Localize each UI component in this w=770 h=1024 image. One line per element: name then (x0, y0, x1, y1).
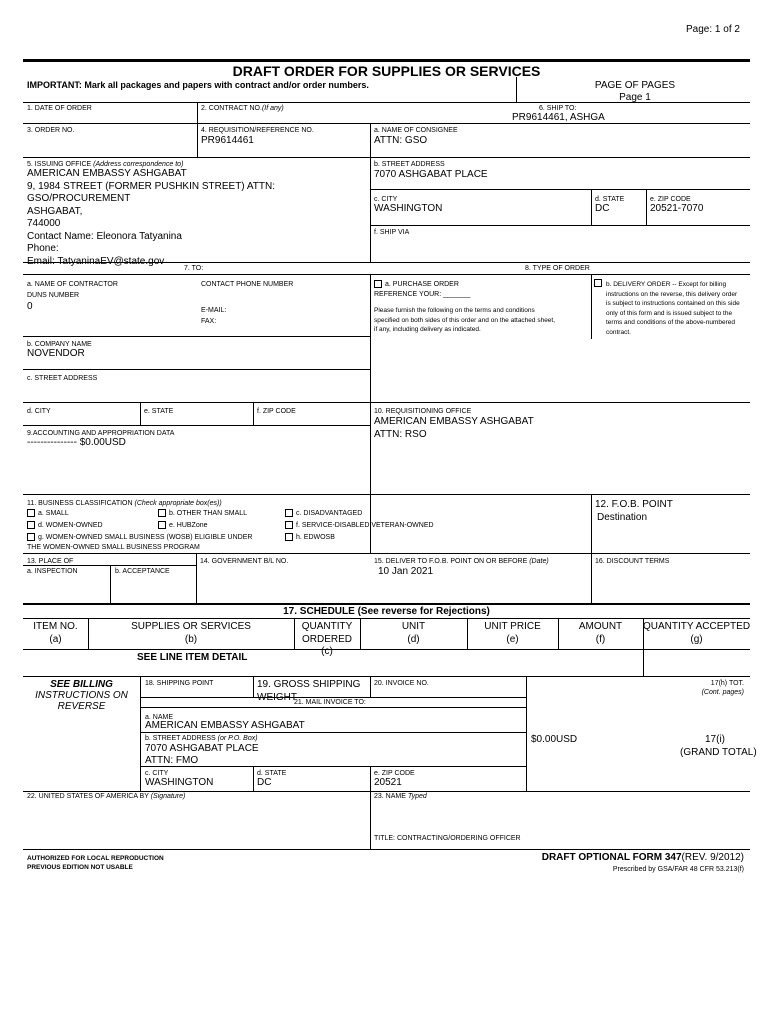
requisitioning-office-label: 10. REQUISITIONING OFFICE (374, 408, 472, 415)
fob-point-value[interactable]: Destination (597, 512, 648, 523)
contractor-city-label: d. CITY (27, 408, 51, 415)
women-owned-label: d. WOMEN-OWNED (38, 522, 103, 529)
hubzone-label: e. HUBZone (169, 522, 208, 529)
requisition-no-label: 4. REQUISITION/REFERENCE NO. (201, 127, 314, 134)
type-of-order-label: 8. TYPE OF ORDER (525, 265, 590, 272)
fob-point-label: 12. F.O.B. POINT (595, 499, 673, 510)
contractor-zip-label: f. ZIP CODE (257, 408, 296, 415)
schedule-title: 17. SCHEDULE (See reverse for Rejections) (283, 606, 490, 617)
shipping-point-label: 18. SHIPPING POINT (145, 680, 214, 687)
gross-weight-label: 19. GROSS SHIPPING WEIGHT (257, 679, 361, 703)
title-top-rule (23, 59, 750, 62)
issuing-office-value[interactable]: AMERICAN EMBASSY ASHGABAT 9, 1984 STREET (FORMER PUSHKIN STREET) ATTN: GSO/PROCUREMENT ASHGABAT, 744000 Contact Name: Eleonora Tatyanina Phone: Email: TatyaninaEV@state.gov (27, 168, 276, 267)
officer-title: TITLE: CONTRACTING/ORDERING OFFICER (374, 835, 521, 842)
purchase-order-text: Please furnish the following on the terms and conditions specified on both sides of this order and on the attached sheet, if any, including delivery as indicated. (374, 307, 556, 333)
contact-phone-label: CONTACT PHONE NUMBER (201, 281, 294, 288)
total-cont-label: 17(h) TOT. (710, 680, 744, 687)
date-of-order-label: 1. DATE OF ORDER (27, 105, 92, 112)
prescribed-by: Prescribed by GSA/FAR 48 CFR 53.213(f) (612, 866, 744, 873)
page-number: Page: 1 of 2 (686, 24, 740, 35)
sdvo-checkbox[interactable] (285, 521, 293, 529)
wosb-checkbox[interactable] (27, 533, 35, 541)
invoice-no-label: 20. INVOICE NO. (374, 680, 429, 687)
women-owned-checkbox[interactable] (27, 521, 35, 529)
wosb-program-label: THE WOMEN-OWNED SMALL BUSINESS PROGRAM (27, 544, 200, 551)
ship-zip-value[interactable]: 20521-7070 (650, 203, 704, 214)
ship-state-value[interactable]: DC (595, 203, 610, 214)
accounting-value[interactable]: --------------- $0.00USD (27, 437, 126, 448)
ship-city-value[interactable]: WASHINGTON (374, 203, 443, 214)
contract-no-note: (If any) (261, 105, 284, 112)
requisitioning-office-value[interactable]: AMERICAN EMBASSY ASHGABAT ATTN: RSO (374, 416, 534, 440)
mail-zip-value[interactable]: 20521 (374, 777, 402, 788)
deliver-by-value[interactable]: 10 Jan 2021 (378, 566, 434, 577)
edwosb-checkbox[interactable] (285, 533, 293, 541)
duns-label: DUNS NUMBER (27, 292, 80, 299)
ship-to-label: 6. SHIP TO: (539, 105, 577, 112)
grand-total-amount[interactable]: $0.00USD (531, 734, 578, 745)
gov-bl-label: 14. GOVERNMENT B/L NO. (200, 558, 289, 565)
form-name: DRAFT OPTIONAL FORM 347 (541, 852, 682, 863)
ship-city-label: c. CITY (374, 196, 398, 203)
mail-street-label: b. STREET ADDRESS (145, 735, 216, 742)
reference-your-label: REFERENCE YOUR: _______ (374, 291, 471, 298)
fax-label: FAX: (201, 318, 217, 325)
order-no-label: 3. ORDER NO. (27, 127, 75, 134)
name-typed-note: Typed (407, 793, 427, 800)
ship-street-value[interactable]: 7070 ASHGABAT PLACE (374, 169, 488, 180)
mail-name-label: a. NAME (145, 714, 174, 721)
disadvantaged-checkbox[interactable] (285, 509, 293, 517)
small-checkbox[interactable] (27, 509, 35, 517)
business-class-label: 11. BUSINESS CLASSIFICATION (27, 500, 133, 507)
other-than-small-label: b. OTHER THAN SMALL (169, 510, 248, 517)
mail-name-value[interactable]: AMERICAN EMBASSY ASHGABAT (145, 720, 305, 731)
inspection-label: a. INSPECTION (27, 568, 78, 575)
wosb-label: g. WOMEN-OWNED SMALL BUSINESS (WOSB) ELIGIBLE UNDER (38, 534, 253, 541)
small-label: a. SMALL (38, 510, 69, 517)
page-of-pages-value: Page 1 (619, 92, 651, 103)
form-title: DRAFT ORDER FOR SUPPLIES OR SERVICES (232, 63, 541, 79)
contractor-street-label: c. STREET ADDRESS (27, 375, 98, 382)
col-supplies: SUPPLIES OR SERVICES (b) (131, 621, 251, 645)
issuing-office-label: 5. ISSUING OFFICE (27, 161, 92, 168)
col-unit: UNIT (d) (401, 621, 426, 645)
requisition-no-value[interactable]: PR9614461 (201, 135, 254, 146)
consignee-label: a. NAME OF CONSIGNEE (374, 127, 458, 134)
hubzone-checkbox[interactable] (158, 521, 166, 529)
signature-note: (Signature) (150, 793, 186, 800)
col-item-no: ITEM NO. (a) (33, 621, 78, 645)
mail-city-label: c. CITY (145, 770, 169, 777)
mail-state-value[interactable]: DC (257, 777, 272, 788)
contractor-state-label: e. STATE (144, 408, 174, 415)
edwosb-label: h. EDWOSB (296, 534, 335, 541)
mail-street-value[interactable]: 7070 ASHGABAT PLACE ATTN: FMO (145, 743, 259, 766)
acceptance-label: b. ACCEPTANCE (115, 568, 170, 575)
schedule-top-rule (23, 603, 750, 605)
delivery-order-text: b. DELIVERY ORDER -- Except for billing instructions on the reverse, this delivery order is subject to instructions contained on this side only of this form and is issued subject to the terms and conditions of the above-numbered contract. (606, 281, 740, 336)
name-typed-label: 23. NAME (374, 793, 406, 800)
total-cont-note: (Cont. pages) (701, 689, 744, 696)
business-class-note: (Check appropriate box(es)) (134, 500, 222, 507)
mail-zip-label: e. ZIP CODE (374, 770, 415, 777)
signature-label: 22. UNITED STATES OF AMERICA BY (27, 793, 149, 800)
col-unit-price: UNIT PRICE (e) (484, 621, 541, 645)
col-amount: AMOUNT (f) (578, 621, 623, 645)
page-of-pages-label: PAGE OF PAGES (594, 80, 676, 91)
see-billing: SEE BILLING (50, 679, 113, 690)
mail-street-note: (or P.O. Box) (217, 735, 258, 742)
purchase-order-label: a. PURCHASE ORDER (385, 281, 459, 288)
discount-terms-label: 16. DISCOUNT TERMS (595, 558, 670, 565)
other-than-small-checkbox[interactable] (158, 509, 166, 517)
line-item-detail: SEE LINE ITEM DETAIL (137, 652, 248, 663)
ship-via-label: f. SHIP VIA (374, 229, 410, 236)
email-label: E-MAIL: (201, 307, 227, 314)
form-revision: (REV. 9/2012) (681, 852, 744, 863)
mail-invoice-label: 21. MAIL INVOICE TO: (294, 699, 366, 706)
duns-value[interactable]: 0 (27, 301, 33, 312)
issuing-office-note: (Address correspondence to) (93, 161, 184, 168)
place-of-label: 13. PLACE OF (27, 558, 74, 565)
contract-no-label: 2. CONTRACT NO. (201, 105, 262, 112)
company-name-value[interactable]: NOVENDOR (27, 348, 85, 359)
deliver-by-note: (Date) (529, 558, 549, 565)
important-note: IMPORTANT: Mark all packages and papers with contract and/or order numbers. (27, 80, 369, 90)
mail-city-value[interactable]: WASHINGTON (145, 777, 214, 788)
contractor-name-label: a. NAME OF CONTRACTOR (27, 281, 118, 288)
billing-instructions: INSTRUCTIONS ON REVERSE (35, 690, 128, 712)
disadvantaged-label: c. DISADVANTAGED (296, 510, 363, 517)
purchase-order-checkbox[interactable] (374, 280, 382, 288)
company-name-label: b. COMPANY NAME (27, 341, 92, 348)
accounting-label: 9.ACCOUNTING AND APPROPRIATION DATA (27, 430, 175, 437)
ship-street-label: b. STREET ADDRESS (374, 161, 445, 168)
grand-total-label: 17(i) (GRAND TOTAL) (680, 734, 757, 758)
mail-state-label: d. STATE (257, 770, 287, 777)
ship-zip-label: e. ZIP CODE (650, 196, 691, 203)
to-label: 7. TO: (184, 265, 204, 272)
col-quantity: QUANTITY ORDERED (c) (301, 621, 353, 657)
sdvo-label: f. SERVICE-DISABLED VETERAN-OWNED (296, 522, 434, 529)
consignee-value[interactable]: ATTN: GSO (374, 135, 428, 146)
ship-to-value[interactable]: PR9614461, ASHGA (512, 112, 605, 123)
ship-state-label: d. STATE (595, 196, 625, 203)
deliver-by-label: 15. DELIVER TO F.O.B. POINT ON OR BEFORE (374, 558, 528, 565)
footer-reproduction: AUTHORIZED FOR LOCAL REPRODUCTION PREVIOUS EDITION NOT USABLE (27, 855, 164, 871)
col-qty-accepted: QUANTITY ACCEPTED (g) (643, 621, 751, 645)
